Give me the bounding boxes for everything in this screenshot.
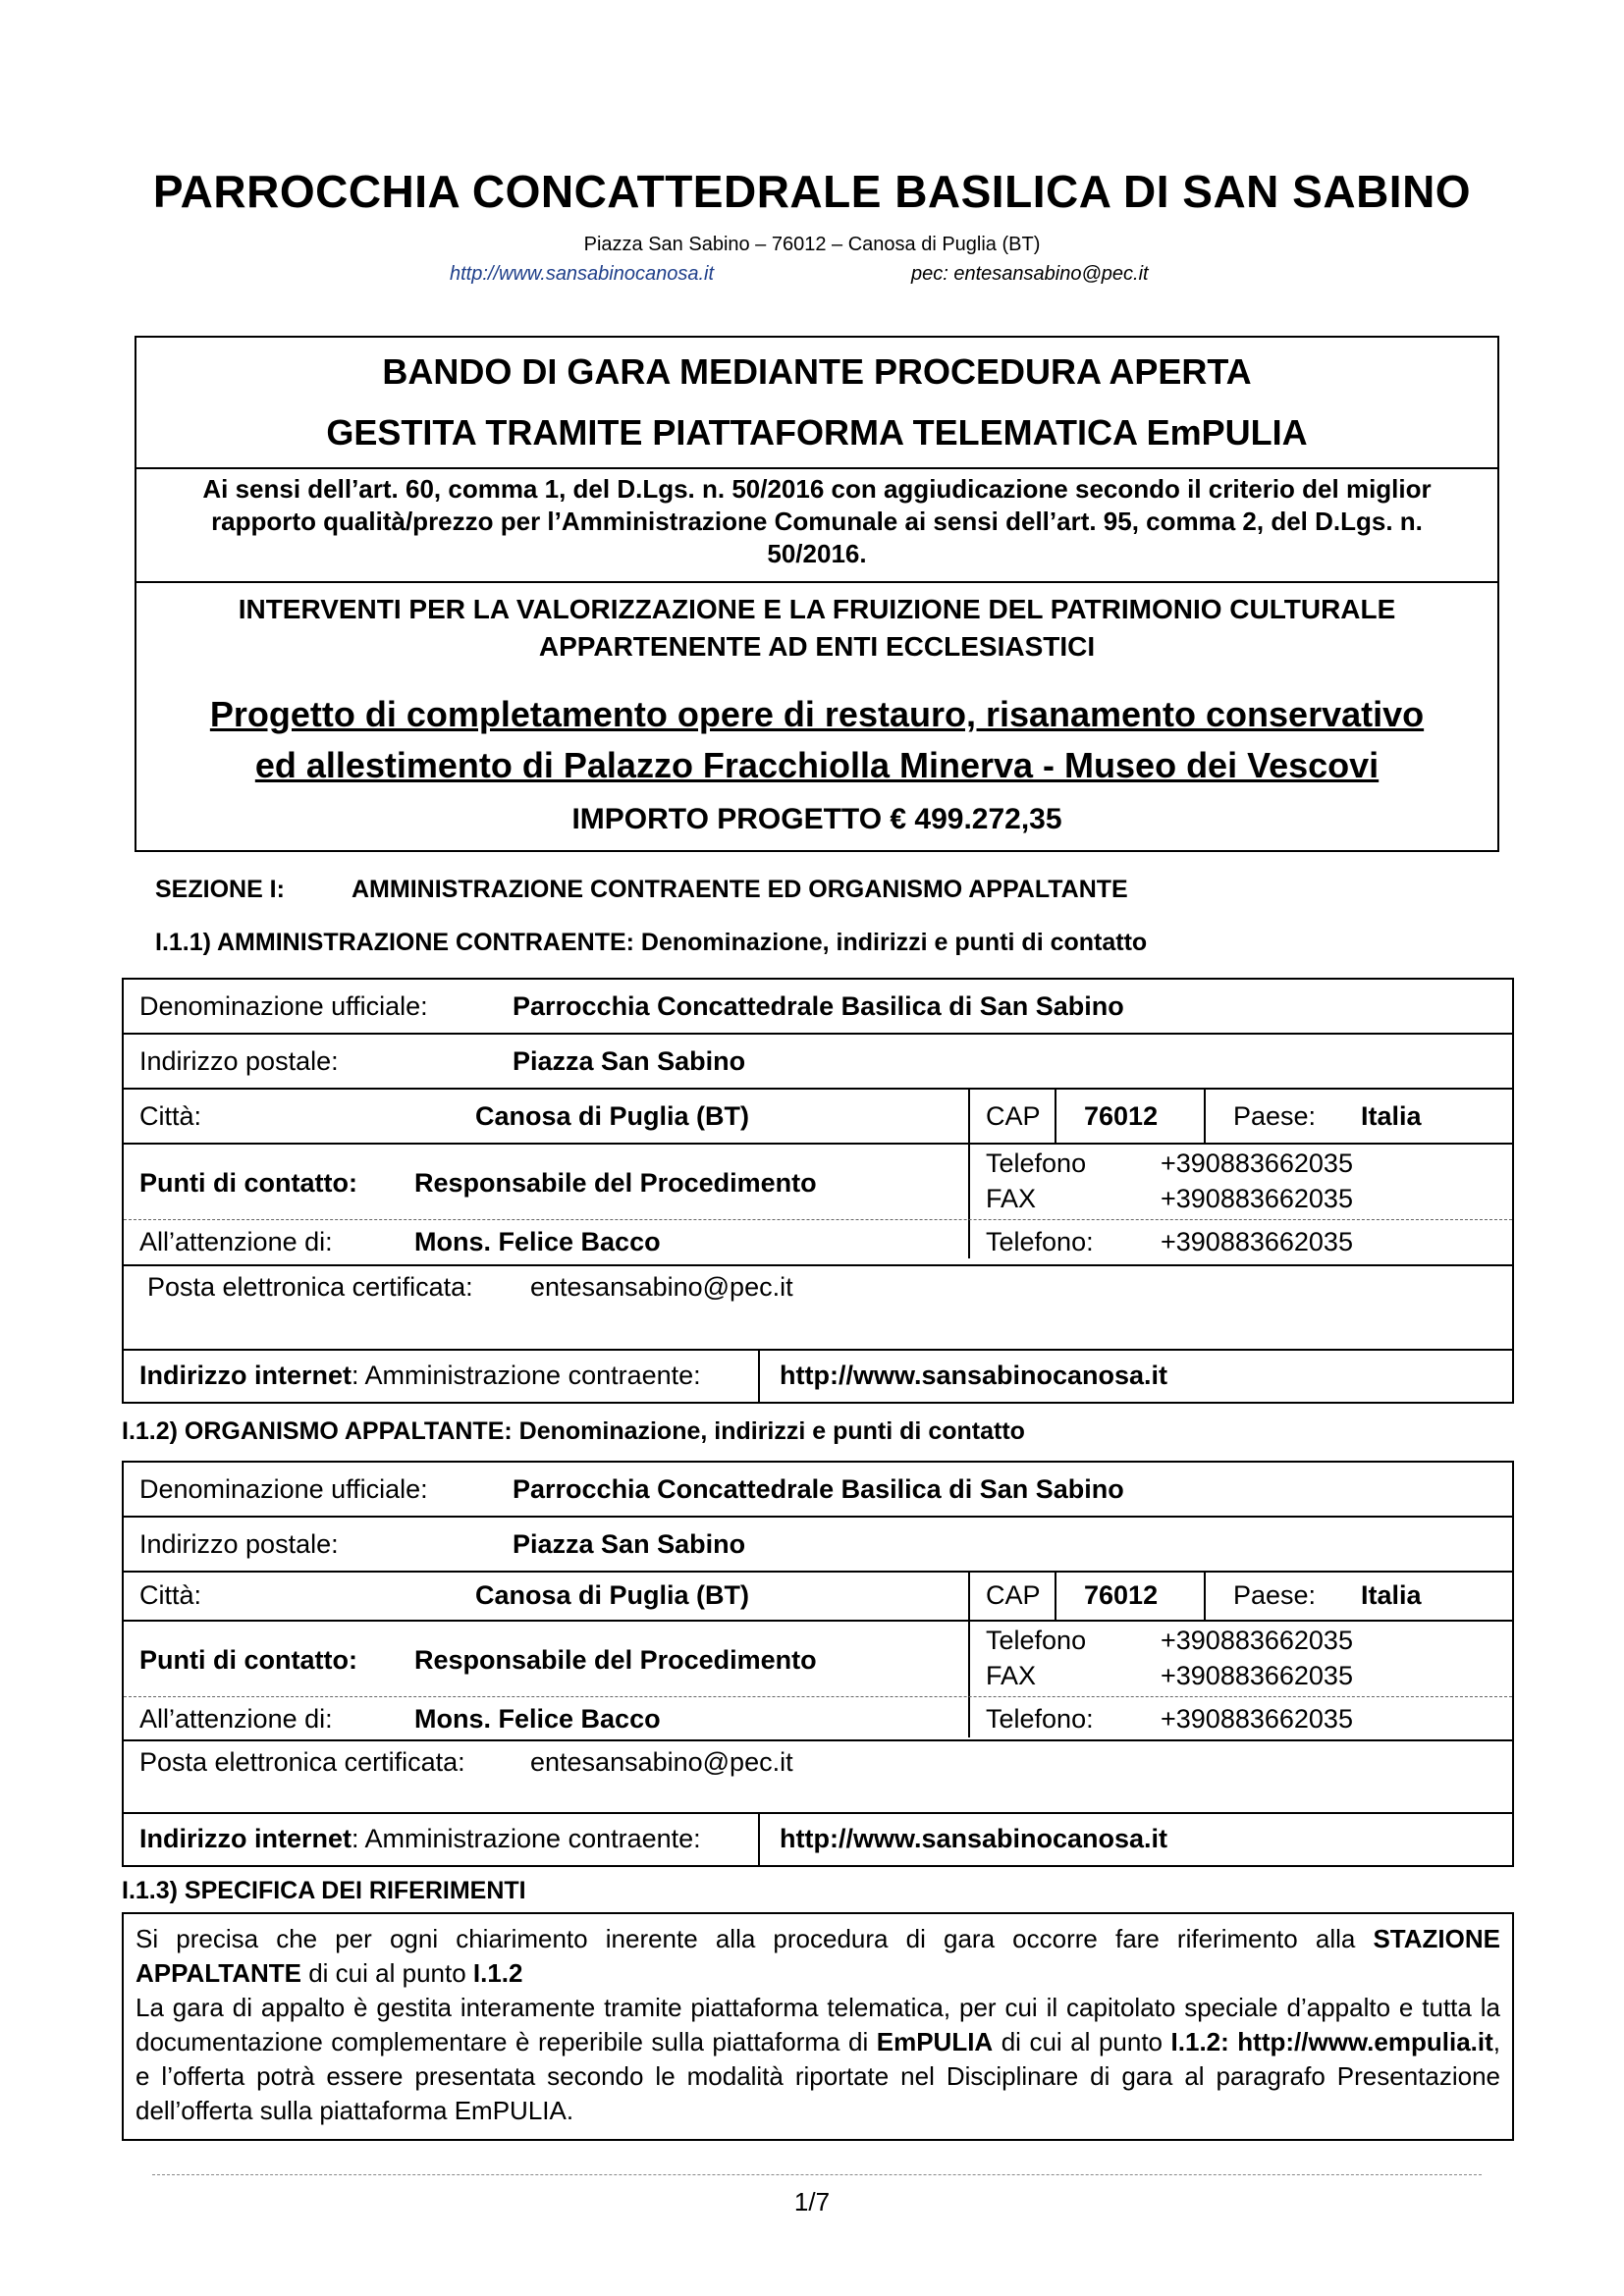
tender-title-line2: GESTITA TRAMITE PIATTAFORMA TELEMATICA EmPULIA — [326, 412, 1308, 453]
contracting-authority-table — [122, 978, 1514, 1404]
country-value: Italia — [1361, 1101, 1422, 1131]
internet-address-label-rest: : Amministrazione contraente: — [352, 1361, 701, 1390]
col-divider — [968, 1143, 970, 1258]
fax-value: +390883662035 — [1161, 1184, 1353, 1213]
contracting-body-table — [122, 1461, 1514, 1867]
col-divider — [758, 1349, 760, 1404]
row-divider — [124, 1143, 1512, 1145]
internet-address-label-bold: Indirizzo internet — [139, 1824, 352, 1853]
text-run-bold: STAZIONE APPALTANTE — [135, 1924, 1500, 1988]
col-divider — [968, 1620, 970, 1737]
text-run-bold: I.1.2 — [472, 1958, 523, 1988]
parish-pec: pec: entesansabino@pec.it — [911, 263, 1149, 285]
intervention-title-line1: INTERVENTI PER LA VALORIZZAZIONE E LA FRUIZIONE DEL PATRIMONIO CULTURALE — [238, 594, 1396, 624]
contact-points-value: Responsabile del Procedimento — [414, 1168, 817, 1198]
fax-label: FAX — [986, 1661, 1037, 1690]
section-title: AMMINISTRAZIONE CONTRAENTE ED ORGANISMO APPALTANTE — [352, 876, 1128, 903]
official-name-label: Denominazione ufficiale: — [139, 991, 428, 1021]
internet-address-label-rest: : Amministrazione contraente: — [352, 1824, 701, 1853]
contact-points-value: Responsabile del Procedimento — [414, 1645, 817, 1675]
row-divider — [124, 1812, 1512, 1814]
city-label: Città: — [139, 1580, 202, 1610]
row-divider — [124, 1739, 1512, 1741]
internet-address-link[interactable]: http://www.sansabinocanosa.it — [780, 1361, 1168, 1390]
intervention-title-line2: APPARTENENTE AD ENTI ECCLESIASTICI — [538, 631, 1096, 662]
legal-reference-line3: 50/2016. — [767, 539, 867, 568]
legal-reference-line1: Ai sensi dell’art. 60, comma 1, del D.Lgs. n. 50/2016 con aggiudicazione secondo il criterio del miglior — [202, 474, 1432, 504]
fax-value: +390883662035 — [1161, 1661, 1353, 1690]
parish-address: Piazza San Sabino – 76012 – Canosa di Puglia (BT) — [583, 234, 1041, 255]
row-divider — [124, 1264, 1512, 1266]
references-paragraph-1 — [135, 1922, 1500, 1991]
footer-divider — [152, 2174, 1482, 2175]
contact-points-label: Punti di contatto: — [139, 1645, 357, 1675]
col-divider — [1055, 1571, 1056, 1620]
tender-title-line1: BANDO DI GARA MEDIANTE PROCEDURA APERTA — [382, 351, 1252, 392]
city-value: Canosa di Puglia (BT) — [475, 1580, 750, 1610]
attention-label: All’attenzione di: — [139, 1704, 333, 1734]
country-label: Paese: — [1233, 1101, 1317, 1131]
country-value: Italia — [1361, 1580, 1422, 1610]
section-label: SEZIONE I: — [155, 876, 285, 903]
parish-title: PARROCCHIA CONCATTEDRALE BASILICA DI SAN SABINO — [152, 166, 1472, 217]
pec-label: Posta elettronica certificata: — [139, 1747, 465, 1777]
attention-value: Mons. Felice Bacco — [414, 1227, 661, 1256]
phone-label: Telefono — [986, 1148, 1087, 1178]
text-run: Si precisa che per ogni chiarimento inerente alla procedura di gara occorre fare riferimento alla — [135, 1924, 1374, 1953]
city-value: Canosa di Puglia (BT) — [475, 1101, 750, 1131]
col-divider — [758, 1812, 760, 1867]
col-divider — [968, 1088, 970, 1143]
col-divider — [1204, 1088, 1206, 1143]
tender-notice-box — [135, 336, 1499, 852]
postal-address-label: Indirizzo postale: — [139, 1046, 339, 1076]
cap-label: CAP — [986, 1101, 1041, 1131]
pec-value: entesansabino@pec.it — [530, 1272, 793, 1302]
attention-value: Mons. Felice Bacco — [414, 1704, 661, 1734]
row-divider — [124, 1219, 1512, 1220]
row-divider — [124, 1349, 1512, 1351]
text-run: La gara di appalto è gestita interamente tramite piattaforma telematica, per cui il capitolato speciale d’appalto e tutta la documentazione complementare è reperibile sulla piattaforma di — [135, 1993, 1500, 2056]
phone-value: +390883662035 — [1161, 1626, 1353, 1655]
official-name-value: Parrocchia Concattedrale Basilica di San Sabino — [513, 1474, 1124, 1504]
row-divider — [124, 1088, 1512, 1090]
attention-label: All’attenzione di: — [139, 1227, 333, 1256]
legal-reference-line2: rapporto qualità/prezzo per l’Amministrazione Comunale ai sensi dell’art. 95, comma 2, del D.Lgs. n. — [211, 507, 1423, 536]
project-title-line2: ed allestimento di Palazzo Fracchiolla Minerva - Museo dei Vescovi — [254, 745, 1380, 785]
empulia-link[interactable]: I.1.2: http://www.empulia.it — [1170, 2027, 1493, 2056]
cap-value: 76012 — [1084, 1101, 1159, 1131]
text-run: di cui al punto — [301, 1958, 473, 1988]
col-divider — [1204, 1571, 1206, 1620]
city-label: Città: — [139, 1101, 202, 1131]
row-divider — [124, 1033, 1512, 1035]
cap-label: CAP — [986, 1580, 1041, 1610]
project-title — [136, 689, 1497, 791]
cap-value: 76012 — [1084, 1580, 1159, 1610]
legal-reference — [136, 473, 1497, 570]
fax-label: FAX — [986, 1184, 1037, 1213]
country-label: Paese: — [1233, 1580, 1317, 1610]
references-box — [122, 1912, 1514, 2141]
pec-value: entesansabino@pec.it — [530, 1747, 793, 1777]
references-paragraph-2 — [135, 1991, 1500, 2128]
page-number: 1/7 — [793, 2187, 831, 2216]
internet-address-link[interactable]: http://www.sansabinocanosa.it — [780, 1824, 1168, 1853]
contact-points-label: Punti di contatto: — [139, 1168, 357, 1198]
text-run-bold: EmPULIA — [876, 2027, 994, 2056]
phone2-label: Telefono: — [986, 1227, 1094, 1256]
postal-address-value: Piazza San Sabino — [513, 1529, 746, 1559]
project-title-line1: Progetto di completamento opere di restauro, risanamento conservativo — [209, 694, 1425, 734]
phone-value: +390883662035 — [1161, 1148, 1353, 1178]
phone2-label: Telefono: — [986, 1704, 1094, 1734]
subsection-1-1-2-title: I.1.2) ORGANISMO APPALTANTE: Denominazione, indirizzi e punti di contatto — [122, 1417, 1025, 1445]
subsection-1-1-3-title: I.1.3) SPECIFICA DEI RIFERIMENTI — [122, 1877, 526, 1904]
divider — [136, 581, 1497, 583]
internet-address-label — [139, 1824, 701, 1854]
intervention-title — [136, 591, 1497, 666]
postal-address-value: Piazza San Sabino — [513, 1046, 746, 1076]
project-amount: IMPORTO PROGETTO € 499.272,35 — [571, 803, 1062, 835]
text-run: di cui al punto — [993, 2027, 1171, 2056]
internet-address-label — [139, 1361, 701, 1391]
official-name-label: Denominazione ufficiale: — [139, 1474, 428, 1504]
text-run: , e l’offerta potrà essere presentata secondo le modalità riportate nel Disciplinare di gara al paragrafo Presentazione dell’offerta sulla piattaforma EmPULIA. — [135, 2027, 1500, 2125]
row-divider — [124, 1696, 1512, 1697]
subsection-1-1-1-title: I.1.1) AMMINISTRAZIONE CONTRAENTE: Denominazione, indirizzi e punti di contatto — [155, 929, 1148, 956]
pec-label: Posta elettronica certificata: — [147, 1272, 473, 1302]
phone-label: Telefono — [986, 1626, 1087, 1655]
postal-address-label: Indirizzo postale: — [139, 1529, 339, 1559]
col-divider — [1055, 1088, 1056, 1143]
row-divider — [124, 1516, 1512, 1518]
internet-address-label-bold: Indirizzo internet — [139, 1361, 352, 1390]
phone2-value: +390883662035 — [1161, 1704, 1353, 1734]
row-divider — [124, 1571, 1512, 1573]
divider — [136, 467, 1497, 469]
parish-website-link[interactable]: http://www.sansabinocanosa.it — [450, 263, 715, 285]
phone2-value: +390883662035 — [1161, 1227, 1353, 1256]
col-divider — [968, 1571, 970, 1620]
row-divider — [124, 1620, 1512, 1622]
official-name-value: Parrocchia Concattedrale Basilica di San Sabino — [513, 991, 1124, 1021]
